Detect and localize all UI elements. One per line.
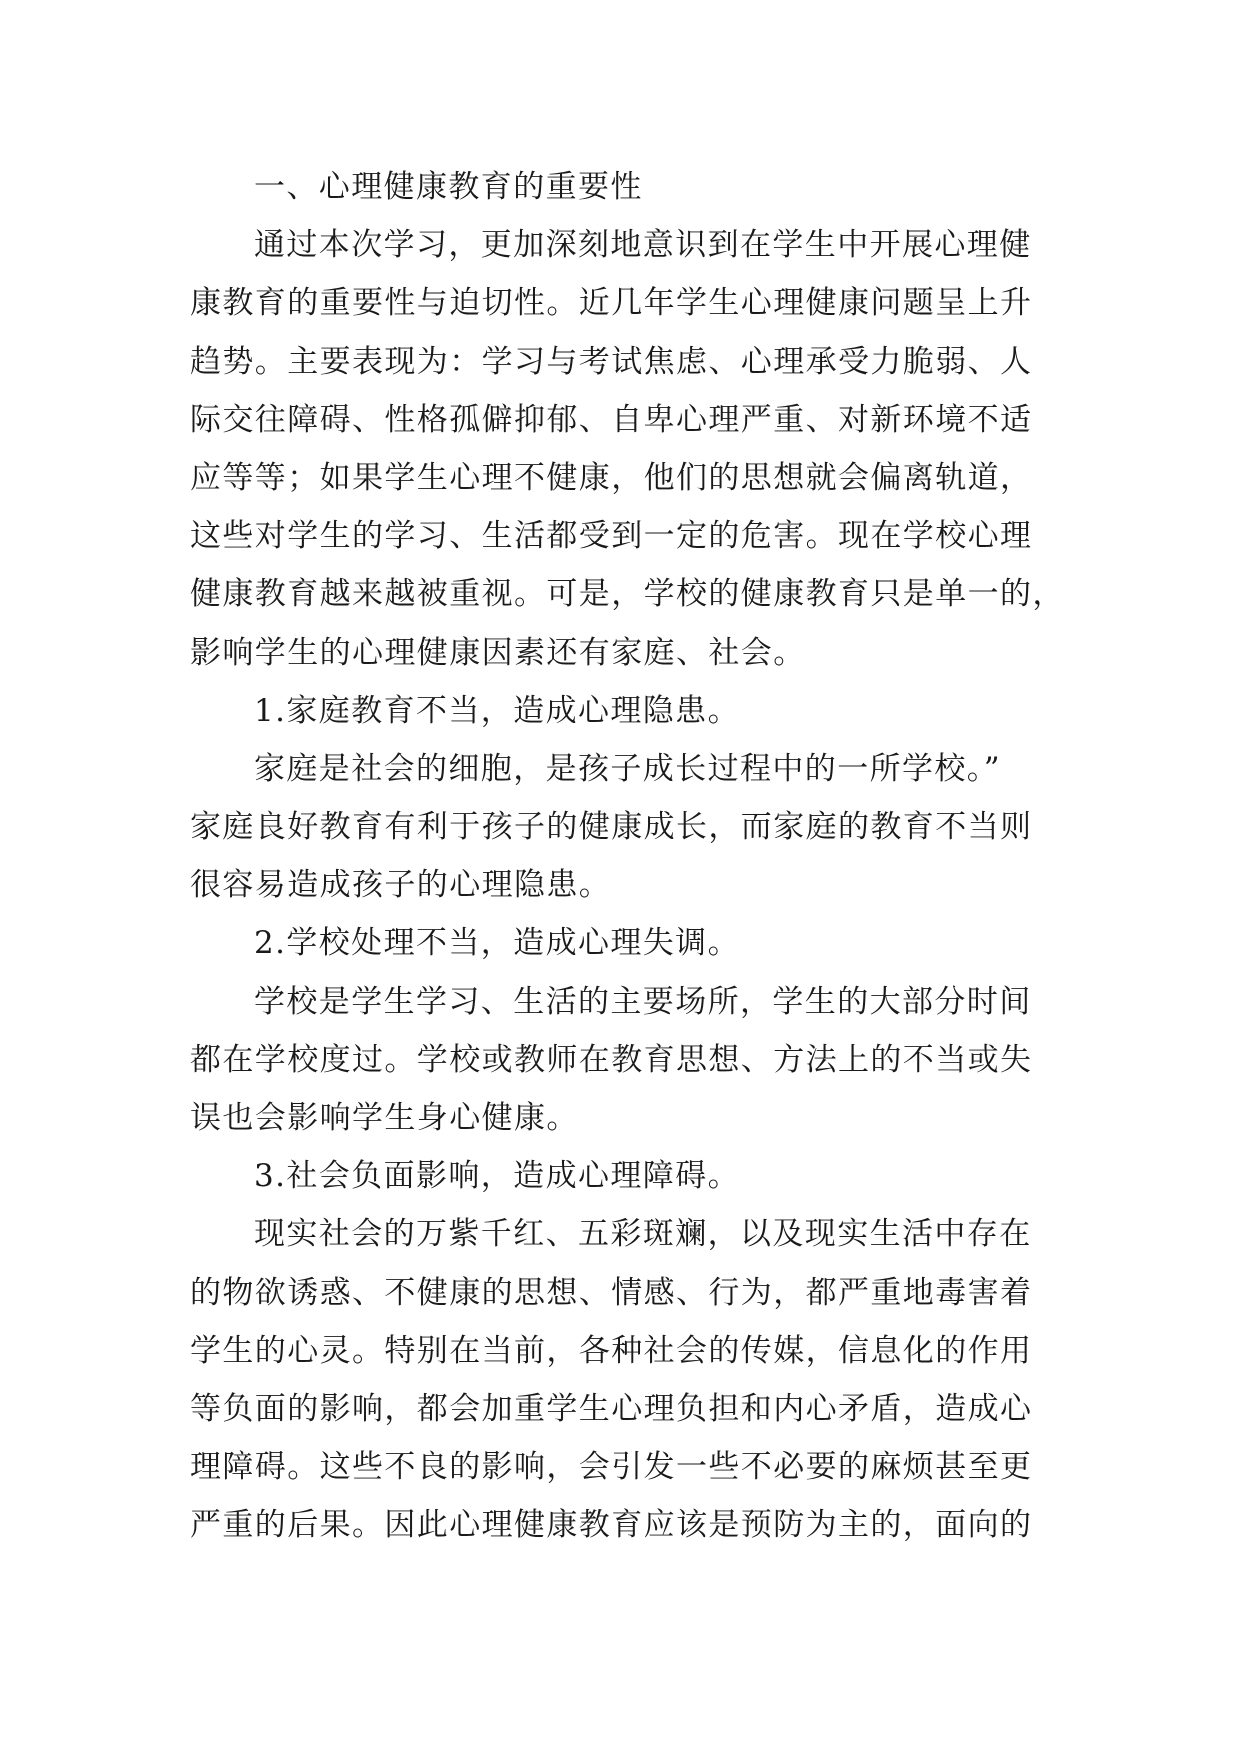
paragraph-line: 家庭是社会的细胞，是孩子成长过程中的一所学校。” xyxy=(254,750,1001,787)
paragraph-line: 严重的后果。因此心理健康教育应该是预防为主的，面向的 xyxy=(190,1507,1033,1544)
subheading-2: 2.学校处理不当，造成心理失调。 xyxy=(254,925,740,962)
section-heading: 一、心理健康教育的重要性 xyxy=(254,169,643,205)
paragraph-line: 学校是学生学习、生活的主要场所，学生的大部分时间 xyxy=(254,983,1032,1020)
paragraph-line: 通过本次学习，更加深刻地意识到在学生中开展心理健 xyxy=(254,227,1032,264)
document-body xyxy=(190,158,1070,1555)
paragraph-line: 健康教育越来越被重视。可是，学校的健康教育只是单一的， xyxy=(190,576,1065,613)
paragraph-line: 理障碍。这些不良的影响，会引发一些不必要的麻烦甚至更 xyxy=(190,1449,1033,1486)
paragraph-line: 应等等；如果学生心理不健康，他们的思想就会偏离轨道， xyxy=(190,459,1033,496)
paragraph-line: 康教育的重要性与迫切性。近几年学生心理健康问题呈上升 xyxy=(190,285,1033,322)
paragraph-line: 都在学校度过。学校或教师在教育思想、方法上的不当或失 xyxy=(190,1041,1033,1078)
paragraph-line: 误也会影响学生身心健康。 xyxy=(190,1100,579,1136)
paragraph-line: 这些对学生的学习、生活都受到一定的危害。现在学校心理 xyxy=(190,518,1033,555)
subheading-3: 3.社会负面影响，造成心理障碍。 xyxy=(254,1158,740,1195)
paragraph-line: 学生的心灵。特别在当前，各种社会的传媒，信息化的作用 xyxy=(190,1332,1033,1369)
paragraph-line: 家庭良好教育有利于孩子的健康成长，而家庭的教育不当则 xyxy=(190,809,1033,846)
paragraph-line: 等负面的影响，都会加重学生心理负担和内心矛盾，造成心 xyxy=(190,1390,1033,1427)
paragraph-line: 现实社会的万紫千红、五彩斑斓，以及现实生活中存在 xyxy=(254,1216,1032,1253)
paragraph-line: 很容易造成孩子的心理隐患。 xyxy=(190,867,612,904)
paragraph-line: 的物欲诱惑、不健康的思想、情感、行为，都严重地毒害着 xyxy=(190,1274,1033,1311)
paragraph-line: 际交往障碍、性格孤僻抑郁、自卑心理严重、对新环境不适 xyxy=(190,401,1033,438)
paragraph-line: 趋势。主要表现为：学习与考试焦虑、心理承受力脆弱、人 xyxy=(190,343,1033,380)
paragraph-line: 影响学生的心理健康因素还有家庭、社会。 xyxy=(190,634,806,671)
subheading-1: 1.家庭教育不当，造成心理隐患。 xyxy=(254,692,740,729)
